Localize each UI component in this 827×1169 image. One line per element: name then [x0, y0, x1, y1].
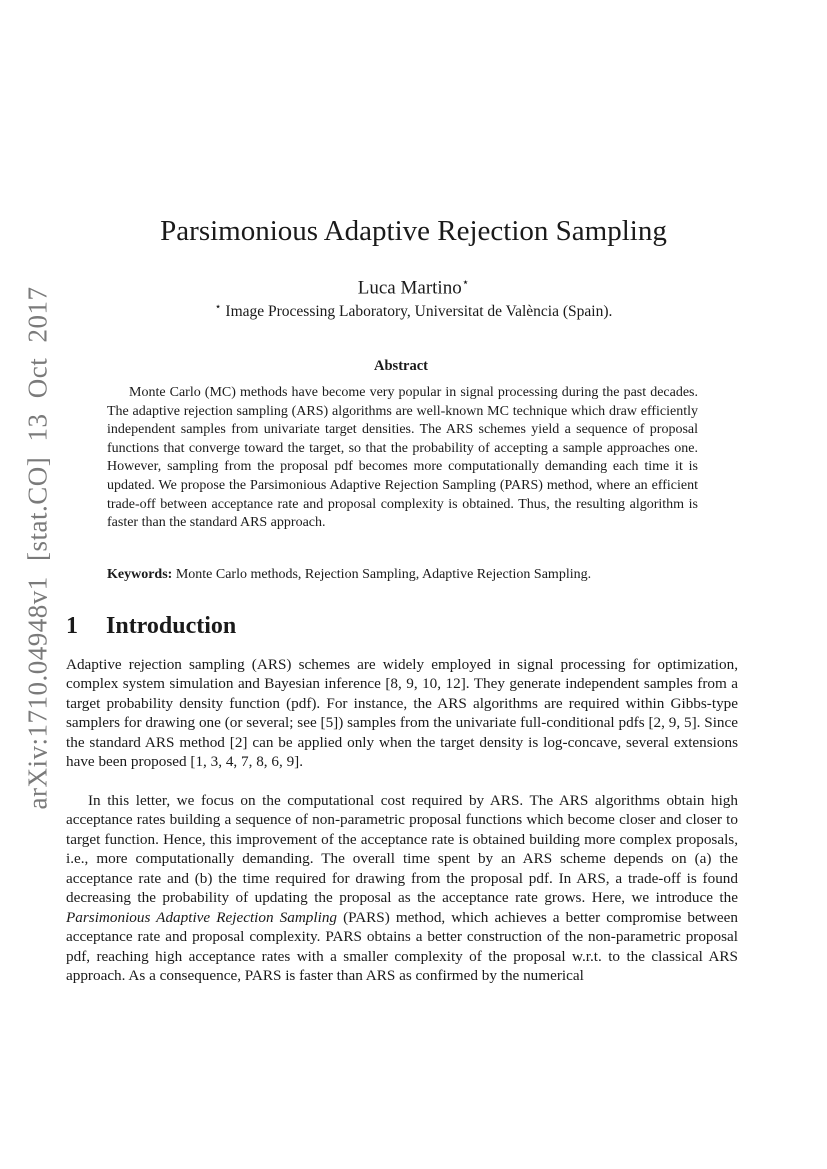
author-line [0, 270, 827, 300]
keywords-line [107, 566, 698, 585]
section-heading-introduction [66, 611, 236, 641]
section-title: Introduction [106, 613, 237, 639]
section-number: 1 [66, 613, 78, 639]
affiliation-line [0, 297, 827, 322]
abstract-heading: Abstract [374, 358, 428, 374]
paper-title: Parsimonious Adaptive Rejection Sampling [160, 215, 667, 247]
arxiv-identifier-text: arXiv:1710.04948v1 [stat.CO] 13 Oct 2017 [22, 286, 53, 810]
intro-paragraph-2 [66, 791, 738, 986]
keywords-label: Keywords: [107, 567, 173, 582]
intro-paragraph-1: Adaptive rejection sampling (ARS) schemes are widely employed in signal processing for optimization, complex system simulation and Bayesian inference [8, 9, 10, 12]. They generate independent samples from a target probability density function (pdf). For instance, the ARS algorithms are required within Gibbs-type samplers for drawing one (or several; see [5]) samples from the univariate full-conditional pdfs [2, 9, 5]. Since the standard ARS method [2] can be applied only when the target density is log-concave, several extensions have been proposed [1, 3, 4, 7, 8, 6, 9]. [66, 656, 738, 771]
author-mark: ⋆ [461, 275, 470, 289]
pars-method-name: Parsimonious Adaptive Rejection Sampling [66, 908, 338, 926]
abstract-text: Monte Carlo (MC) methods have become very popular in signal processing during the past decades. The adaptive rejection sampling (ARS) algorithms are well-known MC technique which draw efficiently independent samples from univariate target densities. The ARS schemes yield a sequence of proposal functions that converge toward the target, so that the probability of accepting a sample approaches one. However, sampling from the proposal pdf becomes more computationally demanding each time it is updated. We propose the Parsimonious Adaptive Rejection Sampling (PARS) method, where an efficient trade-off between acceptance rate and proposal complexity is obtained. Thus, the resulting algorithm is faster than the standard ARS approach. [107, 385, 698, 531]
affiliation-mark: ⋆ [214, 301, 222, 313]
intro-paragraph-2-end: (PARS) method, which achieves a better compromise between acceptance rate and proposal complexity. PARS obtains a better construction of the non-parametric proposal pdf, reaching high acceptance rates with a smaller complexity of the proposal w.r.t. to the classical ARS approach. As a consequence, PARS is faster than ARS as confirmed by the numerical [66, 908, 738, 985]
author-name: Luca Martino [357, 277, 462, 299]
keywords-text: Monte Carlo methods, Rejection Sampling, Adaptive Rejection Sampling. [175, 567, 592, 582]
intro-paragraph-2-start: In this letter, we focus on the computational cost required by ARS. The ARS algorithms obtain high acceptance rates building a sequence of non-parametric proposal functions which become closer and closer to target function. Hence, this improvement of the acceptance rate is obtained building more complex proposals, i.e., more computationally demanding. The overall time spent by an ARS scheme depends on (a) the acceptance rate and (b) the time required for drawing from the proposal pdf. In ARS, a trade-off is found decreasing the probability of updating the proposal as the acceptance rate grows. Here, we introduce the [66, 792, 738, 907]
affiliation-text: Image Processing Laboratory, Universitat de València (Spain). [225, 303, 613, 321]
